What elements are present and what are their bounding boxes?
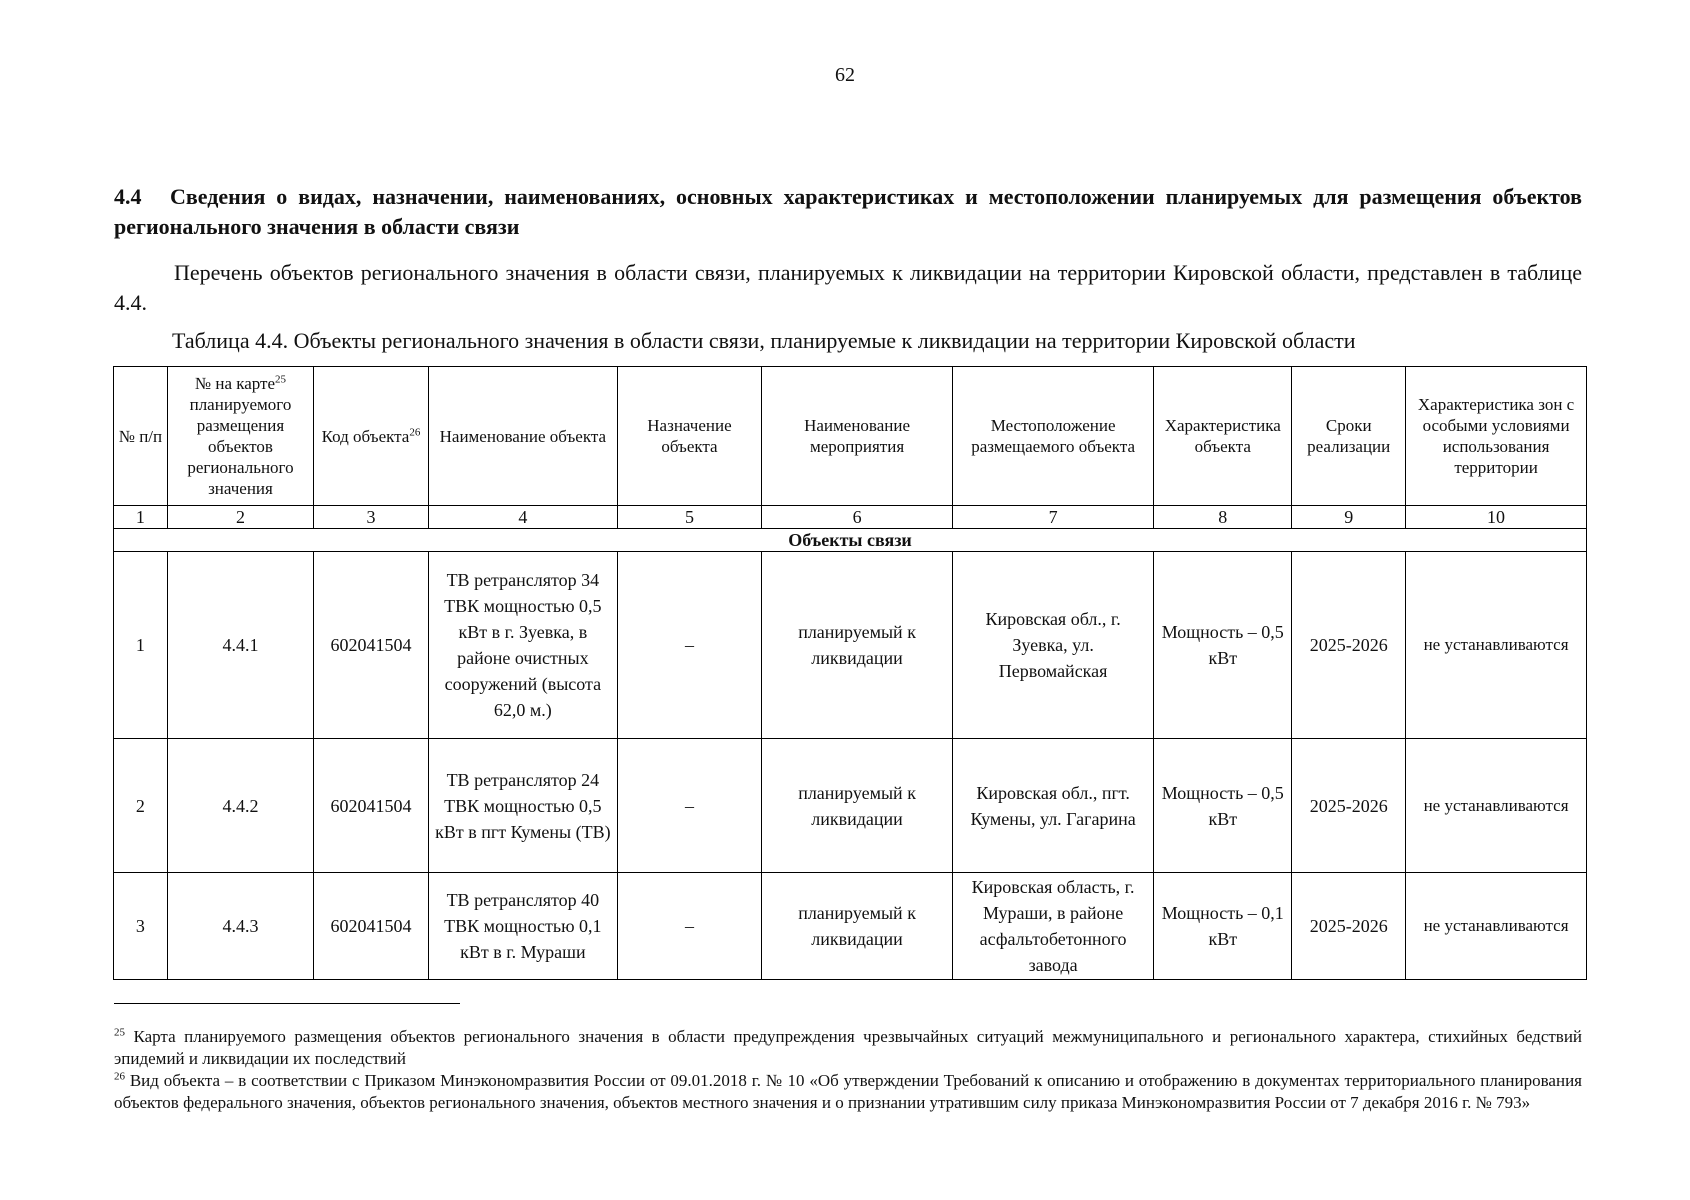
- header-map-number-rest: планируемого размещения объектов регионального значения: [187, 395, 294, 498]
- group-label: Объекты связи: [114, 529, 1587, 552]
- cell-name: ТВ ретранслятор 34 ТВК мощностью 0,5 кВт в г. Зуевка, в районе очистных сооружений (высота 62,0 м.): [428, 552, 617, 739]
- footnote-ref-25: 25: [275, 373, 287, 386]
- cell-zones: не устанавливаются: [1406, 552, 1587, 739]
- group-row: [114, 529, 1587, 552]
- cell-zones: не устанавливаются: [1406, 873, 1587, 980]
- table-caption: Таблица 4.4. Объекты регионального значения в области связи, планируемые к ликвидации на территории Кировской области: [172, 328, 1356, 353]
- column-number: 5: [617, 506, 761, 529]
- cell-map-number: 4.4.3: [167, 873, 313, 980]
- footnote-mark: 25: [114, 1026, 125, 1039]
- page-number: 62: [835, 64, 855, 86]
- cell-purpose: –: [617, 739, 761, 873]
- header-term: Сроки реализации: [1292, 367, 1406, 506]
- section-number: 4.4: [114, 184, 142, 209]
- cell-location: Кировская обл., г. Зуевка, ул. Первомайская: [953, 552, 1154, 739]
- section-heading: [114, 182, 1582, 242]
- cell-num: 2: [114, 739, 168, 873]
- cell-term: 2025-2026: [1292, 552, 1406, 739]
- column-number: 4: [428, 506, 617, 529]
- column-number: 6: [762, 506, 953, 529]
- table-row: [114, 739, 1587, 873]
- column-number-row: [114, 506, 1587, 529]
- header-map-number: [167, 367, 313, 506]
- header-code: [314, 367, 429, 506]
- column-number: 10: [1406, 506, 1587, 529]
- header-map-number-lead: № на карте: [194, 374, 276, 393]
- cell-characteristic: Мощность – 0,5 кВт: [1154, 552, 1292, 739]
- table-row: [114, 873, 1587, 980]
- cell-num: 3: [114, 873, 168, 980]
- cell-map-number: 4.4.2: [167, 739, 313, 873]
- cell-measure: планируемый к ликвидации: [762, 873, 953, 980]
- footnote-text: Вид объекта – в соответствии с Приказом Минэкономразвития России от 09.01.2018 г. № 10 «Об утверждении Требований к описанию и отображению в документах территориального планирования объектов федерального значения, объектов регионального значения, объектов местного значения и о признании утратившим силу приказа Минэкономразвития России от 7 декабря 2016 г. № 793»: [114, 1071, 1582, 1112]
- footnotes: [114, 1026, 1582, 1114]
- cell-purpose: –: [617, 552, 761, 739]
- objects-table: [113, 366, 1587, 980]
- footnote-26: [114, 1070, 1582, 1114]
- column-number: 1: [114, 506, 168, 529]
- cell-map-number: 4.4.1: [167, 552, 313, 739]
- header-measure: Наименование мероприятия: [762, 367, 953, 506]
- cell-term: 2025-2026: [1292, 873, 1406, 980]
- column-number: 9: [1292, 506, 1406, 529]
- cell-measure: планируемый к ликвидации: [762, 739, 953, 873]
- footnote-text: Карта планируемого размещения объектов регионального значения в области предупреждения чрезвычайных ситуаций межмуниципального и регионального характера, стихийных бедствий эпидемий и ликвидации их последствий: [114, 1027, 1583, 1068]
- header-location: Местоположение размещаемого объекта: [953, 367, 1154, 506]
- cell-code: 602041504: [314, 552, 429, 739]
- header-code-label: Код объекта: [321, 426, 410, 446]
- column-number: 3: [314, 506, 429, 529]
- footnote-mark: 26: [114, 1070, 125, 1083]
- column-number: 8: [1154, 506, 1292, 529]
- cell-characteristic: Мощность – 0,5 кВт: [1154, 739, 1292, 873]
- cell-characteristic: Мощность – 0,1 кВт: [1154, 873, 1292, 980]
- cell-name: ТВ ретранслятор 24 ТВК мощностью 0,5 кВт в пгт Кумены (ТВ): [428, 739, 617, 873]
- cell-name: ТВ ретранслятор 40 ТВК мощностью 0,1 кВт в г. Мураши: [428, 873, 617, 980]
- column-number: 2: [167, 506, 313, 529]
- section-title: Сведения о видах, назначении, наименованиях, основных характеристиках и местоположении планируемых для размещения объектов регионального значения в области связи: [114, 184, 1582, 239]
- footnote-ref-26: 26: [409, 425, 421, 438]
- cell-location: Кировская область, г. Мураши, в районе асфальтобетонного завода: [953, 873, 1154, 980]
- cell-num: 1: [114, 552, 168, 739]
- header-characteristic: Характеристика объекта: [1154, 367, 1292, 506]
- intro-paragraph: Перечень объектов регионального значения в области связи, планируемых к ликвидации на территории Кировской области, представлен в таблице 4.4.: [114, 260, 1582, 315]
- header-row: [114, 367, 1587, 506]
- cell-code: 602041504: [314, 873, 429, 980]
- cell-zones: не устанавливаются: [1406, 739, 1587, 873]
- table-row: [114, 552, 1587, 739]
- header-num: № п/п: [114, 367, 168, 506]
- cell-term: 2025-2026: [1292, 739, 1406, 873]
- header-purpose: Назначение объекта: [617, 367, 761, 506]
- header-zones: Характеристика зон с особыми условиями использования территории: [1406, 367, 1587, 506]
- cell-code: 602041504: [314, 739, 429, 873]
- footnote-25: [114, 1026, 1582, 1070]
- cell-location: Кировская обл., пгт. Кумены, ул. Гагарина: [953, 739, 1154, 873]
- cell-measure: планируемый к ликвидации: [762, 552, 953, 739]
- footnote-separator: [114, 1003, 460, 1004]
- cell-purpose: –: [617, 873, 761, 980]
- column-number: 7: [953, 506, 1154, 529]
- header-name: Наименование объекта: [428, 367, 617, 506]
